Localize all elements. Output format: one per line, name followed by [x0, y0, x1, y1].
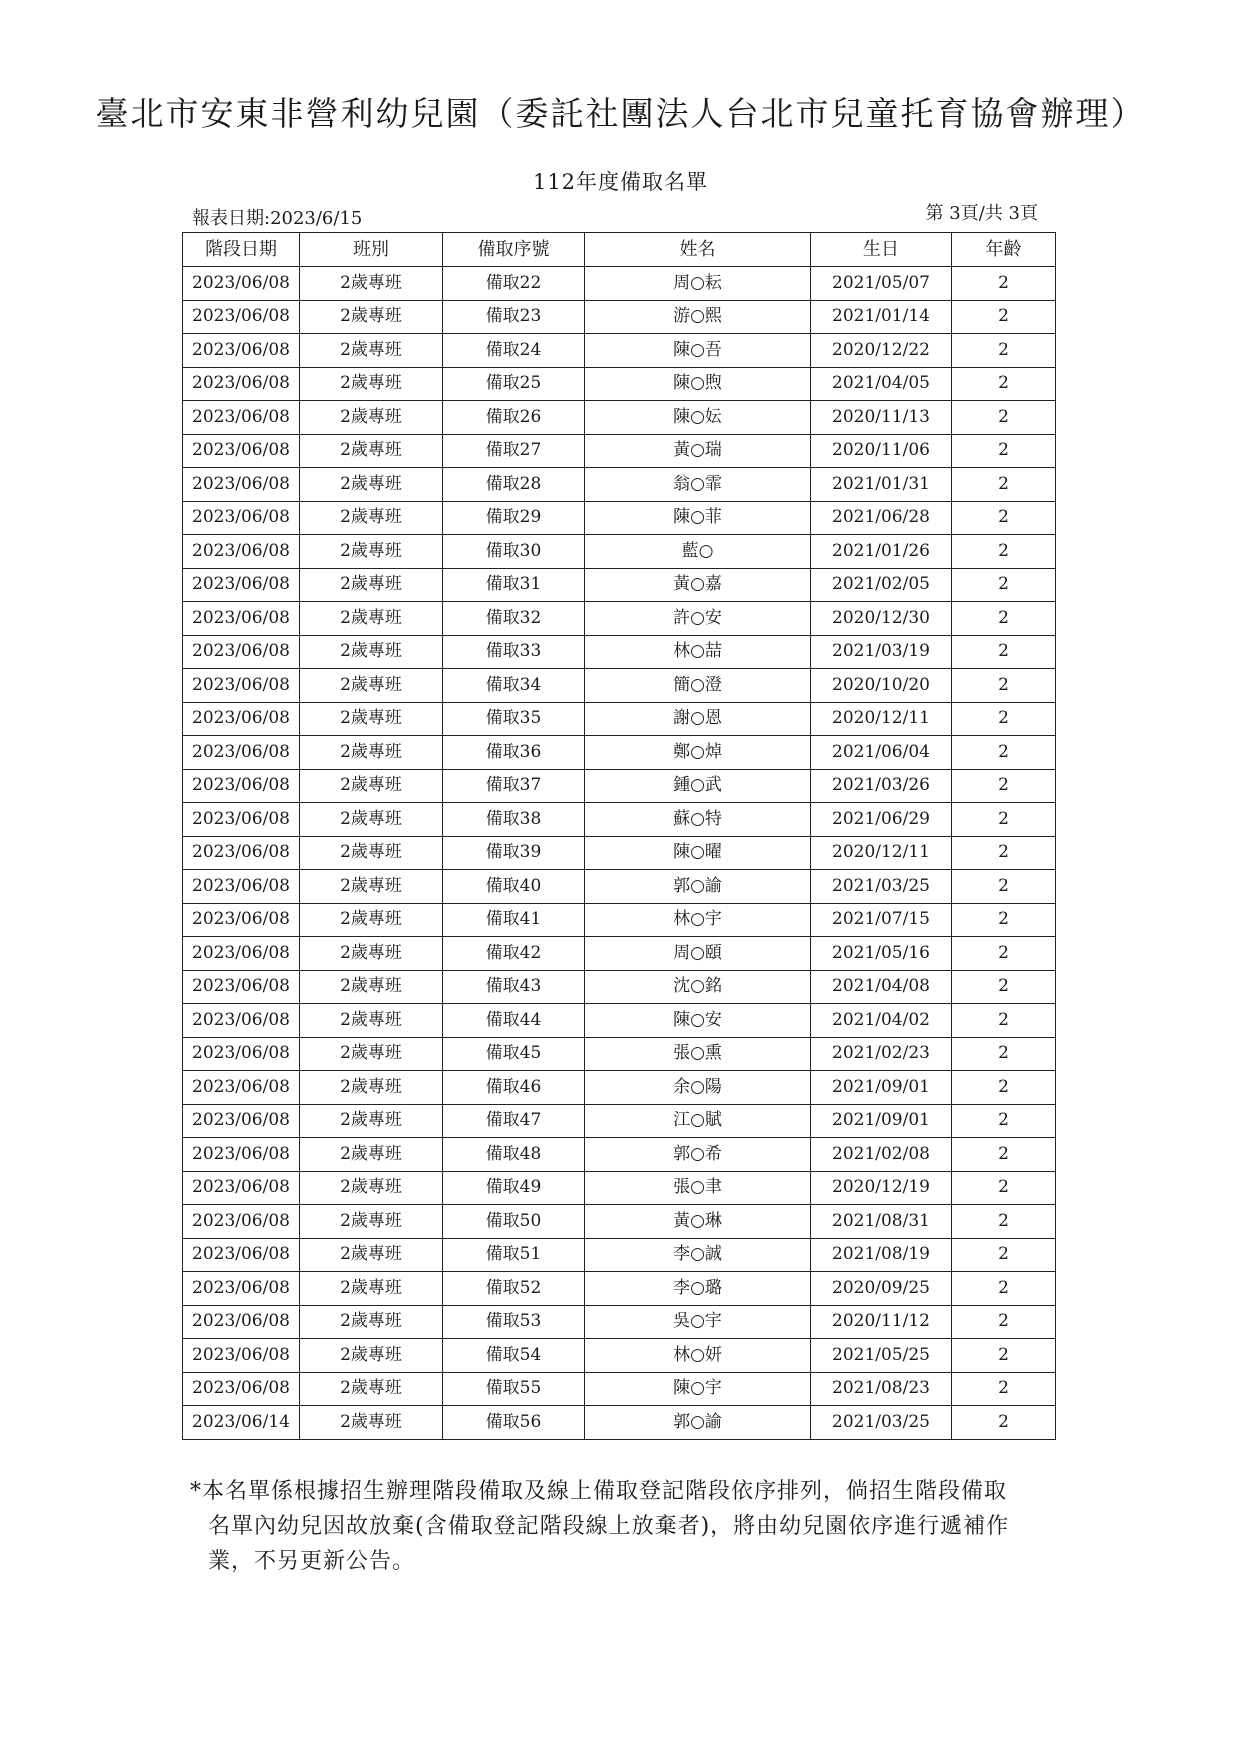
- cell-age: 2: [952, 602, 1056, 636]
- cell-waitlist-number: 備取49: [443, 1171, 585, 1205]
- cell-birthday: 2021/02/08: [811, 1138, 952, 1172]
- cell-name: 黃○琳: [585, 1205, 811, 1239]
- cell-class: 2歲專班: [300, 367, 443, 401]
- cell-stage-date: 2023/06/08: [183, 635, 300, 669]
- cell-class: 2歲專班: [300, 267, 443, 301]
- cell-stage-date: 2023/06/08: [183, 702, 300, 736]
- cell-class: 2歲專班: [300, 602, 443, 636]
- cell-waitlist-number: 備取35: [443, 702, 585, 736]
- cell-stage-date: 2023/06/08: [183, 267, 300, 301]
- cell-age: 2: [952, 1004, 1056, 1038]
- cell-age: 2: [952, 334, 1056, 368]
- footnote-line: 業，不另更新公告。: [208, 1549, 416, 1574]
- cell-class: 2歲專班: [300, 1305, 443, 1339]
- cell-stage-date: 2023/06/08: [183, 803, 300, 837]
- cell-birthday: 2021/08/31: [811, 1205, 952, 1239]
- waitlist-table: [182, 232, 1056, 1440]
- cell-name: 林○喆: [585, 635, 811, 669]
- cell-age: 2: [952, 669, 1056, 703]
- table-row: [183, 1138, 1056, 1172]
- cell-class: 2歲專班: [300, 1205, 443, 1239]
- cell-name: 謝○恩: [585, 702, 811, 736]
- cell-age: 2: [952, 1205, 1056, 1239]
- cell-birthday: 2021/09/01: [811, 1071, 952, 1105]
- table-row: [183, 635, 1056, 669]
- cell-waitlist-number: 備取32: [443, 602, 585, 636]
- table-row: [183, 937, 1056, 971]
- cell-stage-date: 2023/06/08: [183, 836, 300, 870]
- table-row: [183, 334, 1056, 368]
- cell-birthday: 2021/08/19: [811, 1238, 952, 1272]
- cell-waitlist-number: 備取24: [443, 334, 585, 368]
- cell-age: 2: [952, 970, 1056, 1004]
- table-row: [183, 401, 1056, 435]
- cell-age: 2: [952, 367, 1056, 401]
- cell-stage-date: 2023/06/08: [183, 970, 300, 1004]
- cell-stage-date: 2023/06/08: [183, 535, 300, 569]
- cell-birthday: 2021/04/02: [811, 1004, 952, 1038]
- table-row: [183, 1037, 1056, 1071]
- page-number: 第 3頁/共 3頁: [925, 203, 1038, 224]
- cell-waitlist-number: 備取47: [443, 1104, 585, 1138]
- cell-waitlist-number: 備取38: [443, 803, 585, 837]
- cell-name: 周○耘: [585, 267, 811, 301]
- cell-name: 郭○諭: [585, 870, 811, 904]
- cell-waitlist-number: 備取28: [443, 468, 585, 502]
- cell-class: 2歲專班: [300, 803, 443, 837]
- cell-age: 2: [952, 1171, 1056, 1205]
- cell-birthday: 2021/06/28: [811, 501, 952, 535]
- cell-name: 李○誠: [585, 1238, 811, 1272]
- cell-stage-date: 2023/06/08: [183, 1171, 300, 1205]
- cell-age: 2: [952, 736, 1056, 770]
- cell-class: 2歲專班: [300, 669, 443, 703]
- cell-birthday: 2020/09/25: [811, 1272, 952, 1306]
- cell-name: 張○熏: [585, 1037, 811, 1071]
- cell-age: 2: [952, 635, 1056, 669]
- cell-class: 2歲專班: [300, 1171, 443, 1205]
- cell-stage-date: 2023/06/08: [183, 870, 300, 904]
- cell-age: 2: [952, 267, 1056, 301]
- cell-name: 郭○希: [585, 1138, 811, 1172]
- table-row: [183, 602, 1056, 636]
- footnote-line: 名單內幼兒因故放棄(含備取登記階段線上放棄者)，將由幼兒園依序進行遞補作: [208, 1514, 1010, 1539]
- cell-class: 2歲專班: [300, 1272, 443, 1306]
- cell-age: 2: [952, 434, 1056, 468]
- cell-stage-date: 2023/06/08: [183, 300, 300, 334]
- cell-stage-date: 2023/06/08: [183, 1037, 300, 1071]
- cell-age: 2: [952, 300, 1056, 334]
- cell-class: 2歲專班: [300, 434, 443, 468]
- cell-name: 許○安: [585, 602, 811, 636]
- cell-birthday: 2021/01/26: [811, 535, 952, 569]
- cell-birthday: 2020/11/06: [811, 434, 952, 468]
- cell-waitlist-number: 備取52: [443, 1272, 585, 1306]
- cell-stage-date: 2023/06/08: [183, 468, 300, 502]
- cell-name: 郭○諭: [585, 1406, 811, 1440]
- table-row: [183, 1305, 1056, 1339]
- cell-birthday: 2020/10/20: [811, 669, 952, 703]
- table-row: [183, 702, 1056, 736]
- cell-birthday: 2020/11/12: [811, 1305, 952, 1339]
- cell-class: 2歲專班: [300, 970, 443, 1004]
- cell-class: 2歲專班: [300, 568, 443, 602]
- cell-birthday: 2021/03/26: [811, 769, 952, 803]
- cell-name: 沈○銘: [585, 970, 811, 1004]
- cell-stage-date: 2023/06/08: [183, 602, 300, 636]
- cell-name: 張○聿: [585, 1171, 811, 1205]
- cell-class: 2歲專班: [300, 1071, 443, 1105]
- report-date: 報表日期:2023/6/15: [192, 208, 363, 229]
- cell-stage-date: 2023/06/08: [183, 937, 300, 971]
- cell-waitlist-number: 備取39: [443, 836, 585, 870]
- cell-birthday: 2021/05/07: [811, 267, 952, 301]
- cell-name: 陳○宇: [585, 1372, 811, 1406]
- cell-waitlist-number: 備取54: [443, 1339, 585, 1373]
- table-row: [183, 669, 1056, 703]
- cell-stage-date: 2023/06/08: [183, 736, 300, 770]
- cell-class: 2歲專班: [300, 1238, 443, 1272]
- cell-waitlist-number: 備取31: [443, 568, 585, 602]
- cell-name: 陳○妘: [585, 401, 811, 435]
- cell-birthday: 2021/06/04: [811, 736, 952, 770]
- cell-stage-date: 2023/06/08: [183, 1004, 300, 1038]
- cell-birthday: 2021/03/25: [811, 870, 952, 904]
- cell-waitlist-number: 備取45: [443, 1037, 585, 1071]
- cell-birthday: 2020/12/11: [811, 836, 952, 870]
- cell-stage-date: 2023/06/08: [183, 1205, 300, 1239]
- cell-birthday: 2021/03/19: [811, 635, 952, 669]
- cell-age: 2: [952, 1406, 1056, 1440]
- cell-waitlist-number: 備取44: [443, 1004, 585, 1038]
- table-row: [183, 1272, 1056, 1306]
- cell-waitlist-number: 備取26: [443, 401, 585, 435]
- table-row: [183, 468, 1056, 502]
- cell-age: 2: [952, 769, 1056, 803]
- cell-birthday: 2021/04/08: [811, 970, 952, 1004]
- table-row: [183, 1372, 1056, 1406]
- cell-age: 2: [952, 535, 1056, 569]
- cell-birthday: 2021/07/15: [811, 903, 952, 937]
- cell-stage-date: 2023/06/08: [183, 501, 300, 535]
- cell-stage-date: 2023/06/08: [183, 769, 300, 803]
- cell-name: 江○賦: [585, 1104, 811, 1138]
- table-row: [183, 903, 1056, 937]
- cell-waitlist-number: 備取43: [443, 970, 585, 1004]
- table-row: [183, 367, 1056, 401]
- cell-waitlist-number: 備取56: [443, 1406, 585, 1440]
- cell-birthday: 2020/11/13: [811, 401, 952, 435]
- cell-birthday: 2020/12/11: [811, 702, 952, 736]
- cell-waitlist-number: 備取48: [443, 1138, 585, 1172]
- table-row: [183, 803, 1056, 837]
- cell-birthday: 2021/01/14: [811, 300, 952, 334]
- table-row: [183, 1004, 1056, 1038]
- cell-name: 李○璐: [585, 1272, 811, 1306]
- cell-stage-date: 2023/06/08: [183, 1272, 300, 1306]
- cell-class: 2歲專班: [300, 1372, 443, 1406]
- cell-name: 余○陽: [585, 1071, 811, 1105]
- cell-class: 2歲專班: [300, 334, 443, 368]
- cell-waitlist-number: 備取40: [443, 870, 585, 904]
- cell-waitlist-number: 備取42: [443, 937, 585, 971]
- header-name: 姓名: [585, 233, 811, 267]
- header-stage-date: 階段日期: [183, 233, 300, 267]
- cell-age: 2: [952, 1339, 1056, 1373]
- table-row: [183, 501, 1056, 535]
- header-birthday: 生日: [811, 233, 952, 267]
- cell-class: 2歲專班: [300, 1104, 443, 1138]
- cell-waitlist-number: 備取29: [443, 501, 585, 535]
- cell-age: 2: [952, 836, 1056, 870]
- cell-stage-date: 2023/06/08: [183, 401, 300, 435]
- cell-waitlist-number: 備取55: [443, 1372, 585, 1406]
- cell-name: 簡○澄: [585, 669, 811, 703]
- table-row: [183, 267, 1056, 301]
- cell-name: 陳○煦: [585, 367, 811, 401]
- cell-name: 周○頤: [585, 937, 811, 971]
- cell-stage-date: 2023/06/08: [183, 1305, 300, 1339]
- cell-class: 2歲專班: [300, 401, 443, 435]
- table-row: [183, 1205, 1056, 1239]
- cell-name: 陳○安: [585, 1004, 811, 1038]
- table-row: [183, 1406, 1056, 1440]
- table-row: [183, 870, 1056, 904]
- cell-waitlist-number: 備取46: [443, 1071, 585, 1105]
- cell-name: 蘇○特: [585, 803, 811, 837]
- cell-age: 2: [952, 1138, 1056, 1172]
- cell-stage-date: 2023/06/08: [183, 568, 300, 602]
- cell-name: 吳○宇: [585, 1305, 811, 1339]
- cell-class: 2歲專班: [300, 870, 443, 904]
- cell-age: 2: [952, 1272, 1056, 1306]
- cell-class: 2歲專班: [300, 635, 443, 669]
- cell-age: 2: [952, 468, 1056, 502]
- cell-birthday: 2021/04/05: [811, 367, 952, 401]
- cell-class: 2歲專班: [300, 769, 443, 803]
- cell-stage-date: 2023/06/08: [183, 1339, 300, 1373]
- cell-stage-date: 2023/06/14: [183, 1406, 300, 1440]
- table-row: [183, 1071, 1056, 1105]
- cell-name: 黃○嘉: [585, 568, 811, 602]
- table-header-row: [183, 233, 1056, 267]
- cell-age: 2: [952, 903, 1056, 937]
- cell-age: 2: [952, 702, 1056, 736]
- cell-stage-date: 2023/06/08: [183, 1372, 300, 1406]
- cell-birthday: 2021/03/25: [811, 1406, 952, 1440]
- cell-class: 2歲專班: [300, 1406, 443, 1440]
- cell-stage-date: 2023/06/08: [183, 1138, 300, 1172]
- cell-age: 2: [952, 937, 1056, 971]
- cell-birthday: 2021/06/29: [811, 803, 952, 837]
- cell-stage-date: 2023/06/08: [183, 434, 300, 468]
- cell-stage-date: 2023/06/08: [183, 1104, 300, 1138]
- cell-stage-date: 2023/06/08: [183, 669, 300, 703]
- cell-waitlist-number: 備取37: [443, 769, 585, 803]
- cell-class: 2歲專班: [300, 702, 443, 736]
- cell-age: 2: [952, 1104, 1056, 1138]
- cell-class: 2歲專班: [300, 736, 443, 770]
- table-row: [183, 836, 1056, 870]
- cell-waitlist-number: 備取36: [443, 736, 585, 770]
- document-subtitle: 112年度備取名單: [532, 170, 709, 194]
- table-row: [183, 434, 1056, 468]
- cell-age: 2: [952, 501, 1056, 535]
- cell-stage-date: 2023/06/08: [183, 367, 300, 401]
- cell-birthday: 2021/08/23: [811, 1372, 952, 1406]
- table-row: [183, 736, 1056, 770]
- cell-name: 陳○吾: [585, 334, 811, 368]
- cell-age: 2: [952, 1305, 1056, 1339]
- table-row: [183, 1171, 1056, 1205]
- cell-waitlist-number: 備取27: [443, 434, 585, 468]
- cell-age: 2: [952, 1238, 1056, 1272]
- cell-name: 林○宇: [585, 903, 811, 937]
- cell-name: 陳○曜: [585, 836, 811, 870]
- cell-age: 2: [952, 1372, 1056, 1406]
- table-row: [183, 769, 1056, 803]
- cell-name: 黃○瑞: [585, 434, 811, 468]
- cell-class: 2歲專班: [300, 1004, 443, 1038]
- table-row: [183, 1238, 1056, 1272]
- cell-age: 2: [952, 870, 1056, 904]
- cell-name: 游○熙: [585, 300, 811, 334]
- cell-waitlist-number: 備取50: [443, 1205, 585, 1239]
- cell-class: 2歲專班: [300, 1339, 443, 1373]
- cell-name: 翁○霏: [585, 468, 811, 502]
- cell-class: 2歲專班: [300, 1037, 443, 1071]
- cell-birthday: 2021/05/25: [811, 1339, 952, 1373]
- cell-class: 2歲專班: [300, 1138, 443, 1172]
- cell-age: 2: [952, 568, 1056, 602]
- cell-class: 2歲專班: [300, 535, 443, 569]
- table-row: [183, 568, 1056, 602]
- cell-stage-date: 2023/06/08: [183, 903, 300, 937]
- cell-age: 2: [952, 803, 1056, 837]
- table-body: [183, 267, 1056, 1440]
- cell-waitlist-number: 備取25: [443, 367, 585, 401]
- cell-class: 2歲專班: [300, 300, 443, 334]
- cell-birthday: 2021/02/05: [811, 568, 952, 602]
- footnote-line: *本名單係根據招生辦理階段備取及線上備取登記階段依序排列，倘招生階段備取: [190, 1479, 1008, 1504]
- cell-age: 2: [952, 401, 1056, 435]
- cell-waitlist-number: 備取33: [443, 635, 585, 669]
- header-waitlist-number: 備取序號: [443, 233, 585, 267]
- cell-birthday: 2021/02/23: [811, 1037, 952, 1071]
- cell-birthday: 2020/12/30: [811, 602, 952, 636]
- table-row: [183, 1104, 1056, 1138]
- cell-birthday: 2020/12/22: [811, 334, 952, 368]
- header-class: 班別: [300, 233, 443, 267]
- cell-class: 2歲專班: [300, 937, 443, 971]
- cell-waitlist-number: 備取30: [443, 535, 585, 569]
- table-row: [183, 300, 1056, 334]
- cell-class: 2歲專班: [300, 903, 443, 937]
- cell-waitlist-number: 備取23: [443, 300, 585, 334]
- cell-name: 鍾○武: [585, 769, 811, 803]
- cell-name: 藍○: [585, 535, 811, 569]
- cell-name: 鄭○焯: [585, 736, 811, 770]
- cell-class: 2歲專班: [300, 501, 443, 535]
- header-age: 年齡: [952, 233, 1056, 267]
- cell-birthday: 2021/01/31: [811, 468, 952, 502]
- cell-age: 2: [952, 1037, 1056, 1071]
- cell-stage-date: 2023/06/08: [183, 1071, 300, 1105]
- cell-waitlist-number: 備取34: [443, 669, 585, 703]
- cell-waitlist-number: 備取51: [443, 1238, 585, 1272]
- cell-stage-date: 2023/06/08: [183, 1238, 300, 1272]
- table-row: [183, 970, 1056, 1004]
- cell-waitlist-number: 備取53: [443, 1305, 585, 1339]
- cell-birthday: 2021/09/01: [811, 1104, 952, 1138]
- cell-class: 2歲專班: [300, 836, 443, 870]
- cell-stage-date: 2023/06/08: [183, 334, 300, 368]
- cell-name: 陳○菲: [585, 501, 811, 535]
- table-row: [183, 1339, 1056, 1373]
- document-title: 臺北市安東非營利幼兒園（委託社團法人台北市兒童托育協會辦理）: [95, 94, 1146, 133]
- cell-age: 2: [952, 1071, 1056, 1105]
- cell-waitlist-number: 備取22: [443, 267, 585, 301]
- cell-waitlist-number: 備取41: [443, 903, 585, 937]
- footnote: [190, 1474, 1070, 1579]
- table-row: [183, 535, 1056, 569]
- cell-name: 林○妍: [585, 1339, 811, 1373]
- cell-birthday: 2020/12/19: [811, 1171, 952, 1205]
- cell-birthday: 2021/05/16: [811, 937, 952, 971]
- cell-class: 2歲專班: [300, 468, 443, 502]
